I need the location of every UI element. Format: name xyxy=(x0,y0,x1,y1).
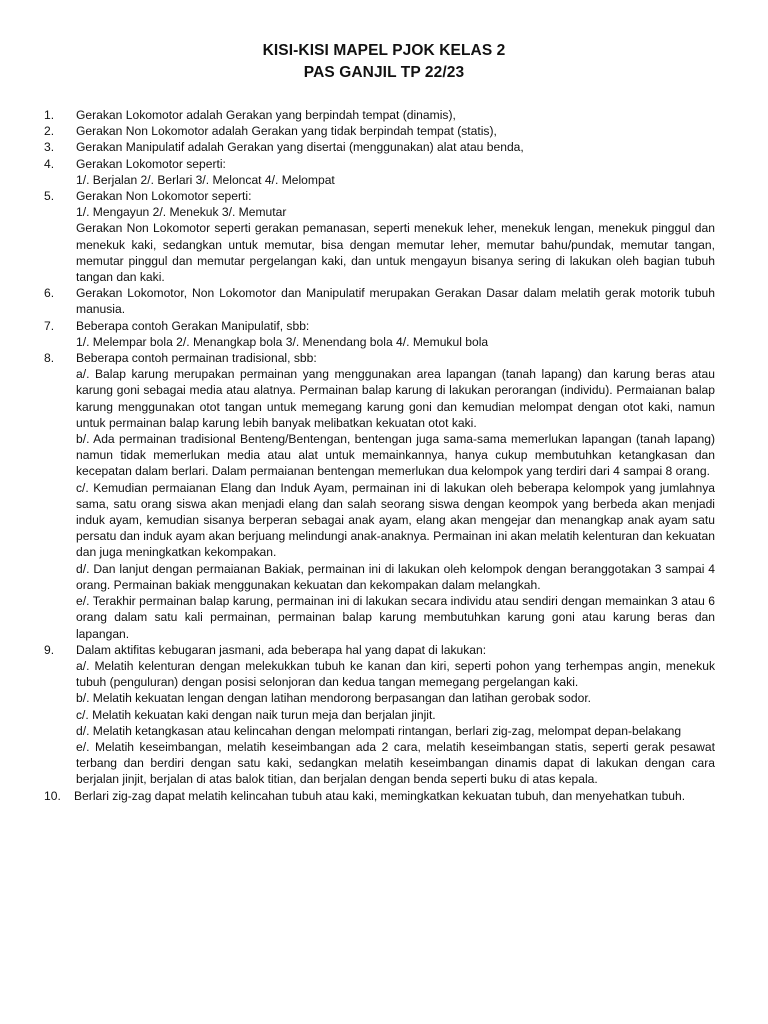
item-paragraph: d/. Melatih ketangkasan atau kelincahan dengan melompati rintangan, berlari zig-zag, melompat depan-belakang xyxy=(76,723,682,738)
item-line: Gerakan Lokomotor seperti: xyxy=(76,156,226,171)
item-body xyxy=(76,642,715,788)
item-line: Gerakan Non Lokomotor seperti: xyxy=(76,189,252,204)
item-number: 2. xyxy=(44,124,55,139)
list-item-6 xyxy=(44,285,720,317)
document-subtitle: PAS GANJIL TP 22/23 xyxy=(303,64,465,81)
list-item-8 xyxy=(44,350,720,642)
item-line: Dalam aktifitas kebugaran jasmani, ada beberapa hal yang dapat di lakukan: xyxy=(76,642,487,657)
item-body xyxy=(76,123,715,139)
item-line: 1/. Melempar bola 2/. Menangkap bola 3/. Menendang bola 4/. Memukul bola xyxy=(76,334,489,349)
item-line: 1/. Berjalan 2/. Berlari 3/. Meloncat 4/. Melompat xyxy=(76,172,335,187)
item-paragraph: Gerakan Lokomotor, Non Lokomotor dan Manipulatif merupakan Gerakan Dasar dalam melatih gerak motorik tubuh manusia. xyxy=(76,286,715,317)
item-paragraph: e/. Terakhir permainan balap karung, permainan ini di lakukan secara individu atau sendiri dengan memainkan 3 atau 6 orang dalam satu kali permainan, permainan balap karung membutuhkan karung goni atau karung beras dan lapangan. xyxy=(76,594,715,641)
item-number: 7. xyxy=(44,318,55,333)
item-paragraph: Gerakan Non Lokomotor seperti gerakan pemanasan, seperti menekuk leher, menekuk lengan, menekuk pinggul dan menekuk kaki, sedangkan untuk memutar, bisa dengan memutar leher, memutar bahu/pundak, memutar tangan, memutar pinggul dan memutar pergelangan kaki, dan untuk mengayun bisanya sering di lakukan oleh bagian tubuh tangan dan kaki. xyxy=(76,221,715,285)
item-line: 1/. Mengayun 2/. Menekuk 3/. Memutar xyxy=(76,205,287,220)
item-number: 8. xyxy=(44,351,55,366)
list-item-4 xyxy=(44,156,720,188)
item-number: 10. xyxy=(44,788,61,803)
item-paragraph: a/. Balap karung merupakan permainan yang menggunakan area lapangan (tanah lapang) dan karung beras atau karung goni sebagai media atau alatnya. Permainan balap karung di lakukan perorangan (individu). Permaianan balap karung menggunakan otot tangan untuk memegang karung goni dan kemudian melompat dengan otot kaki, namun untuk permainan balap karung lebih banyak melibatkan kekuatan otot kaki. xyxy=(76,367,715,430)
item-paragraph: b/. Melatih kekuatan lengan dengan latihan mendorong berpasangan dan latihan gerobak sodor. xyxy=(76,691,592,706)
list-item-9 xyxy=(44,642,720,788)
item-paragraph: b/. Ada permainan tradisional Benteng/Bentengan, bentengan juga sama-sama memerlukan lapangan (tanah lapang) namun tidak memerlukan media atau alat untuk memainkannya, hanya cukup membutuhkan ketangkasan dan kecepatan dalam berlari. Dalam permaianan bentengan memerlukan dua kelompok yang terdiri dari 4 sampai 8 orang. xyxy=(76,432,715,479)
item-paragraph: d/. Dan lanjut dengan permaianan Bakiak, permainan ini di lakukan oleh kelompok dengan beranggotakan 3 sampai 4 orang. Permainan bakiak menggunakan kekuatan dan kekompakan dalam melangkah. xyxy=(76,561,715,592)
item-body xyxy=(76,107,715,123)
item-number: 9. xyxy=(44,642,55,657)
item-body xyxy=(76,318,715,350)
item-paragraph: c/. Melatih kekuatan kaki dengan naik turun meja dan berjalan jinjit. xyxy=(76,707,436,722)
item-number: 4. xyxy=(44,156,55,171)
item-line: Gerakan Manipulatif adalah Gerakan yang disertai (menggunakan) alat atau benda, xyxy=(76,140,524,155)
item-line: Beberapa contoh Gerakan Manipulatif, sbb: xyxy=(76,318,310,333)
item-paragraph: c/. Kemudian permaianan Elang dan Induk Ayam, permainan ini di lakukan oleh beberapa kelompok yang jumlahnya sama, satu orang siswa akan menjadi elang dan salah seorang siswa dengan keompok yang berbeda akan menjadi induk ayam, kemudian sisanya berperan sebagai anak ayam, elang akan mengejar dan menangkap anak ayam satu persatu dan induk ayam akan berjuang melindungi anak-anaknya. Permainan ini akan melatih kelenturan dan kekuatan dan juga meningkatkan kekompakan. xyxy=(76,480,715,560)
numbered-list xyxy=(44,107,720,804)
document-title: KISI-KISI MAPEL PJOK KELAS 2 xyxy=(262,42,506,59)
item-paragraph: Berlari zig-zag dapat melatih kelincahan tubuh atau kaki, memingkatkan kekuatan tubuh, dan menyehatkan tubuh. xyxy=(74,788,686,803)
list-item-7 xyxy=(44,318,720,350)
item-body xyxy=(74,788,713,804)
item-number: 3. xyxy=(44,140,55,155)
list-item-3 xyxy=(44,139,720,155)
item-line: Gerakan Lokomotor adalah Gerakan yang berpindah tempat (dinamis), xyxy=(76,108,456,122)
list-item-5 xyxy=(44,188,720,285)
item-paragraph: e/. Melatih keseimbangan, melatih keseimbangan ada 2 cara, melatih keseimbangan statis, seperti gerak pesawat terbang dan berdiri dengan satu kaki, sedangkan melatih keseimbangan dinamis dapat di lakukan dengan cara berjalan jinjit, berjalan di atas balok titian, dan berjalan dengan benda seperti buku di atas kepala. xyxy=(76,739,715,787)
item-body xyxy=(76,188,715,285)
list-item-2 xyxy=(44,123,720,139)
item-line: Beberapa contoh permainan tradisional, sbb: xyxy=(76,351,317,366)
list-item-1 xyxy=(44,107,720,123)
item-paragraph: a/. Melatih kelenturan dengan melekukkan tubuh ke kanan dan kiri, seperti pohon yang terhempas angin, menekuk tubuh (penguluran) dengan posisi selonjoran dan kedua tangan memegang pergelangan kaki. xyxy=(76,658,715,690)
item-body xyxy=(76,350,715,642)
item-body xyxy=(76,139,715,155)
item-body xyxy=(76,156,715,188)
item-number: 6. xyxy=(44,286,55,301)
item-body xyxy=(76,285,715,317)
item-number: 5. xyxy=(44,189,55,204)
list-item-10 xyxy=(44,788,720,804)
item-number: 1. xyxy=(44,108,55,122)
item-line: Gerakan Non Lokomotor adalah Gerakan yang tidak berpindah tempat (statis), xyxy=(76,124,497,139)
